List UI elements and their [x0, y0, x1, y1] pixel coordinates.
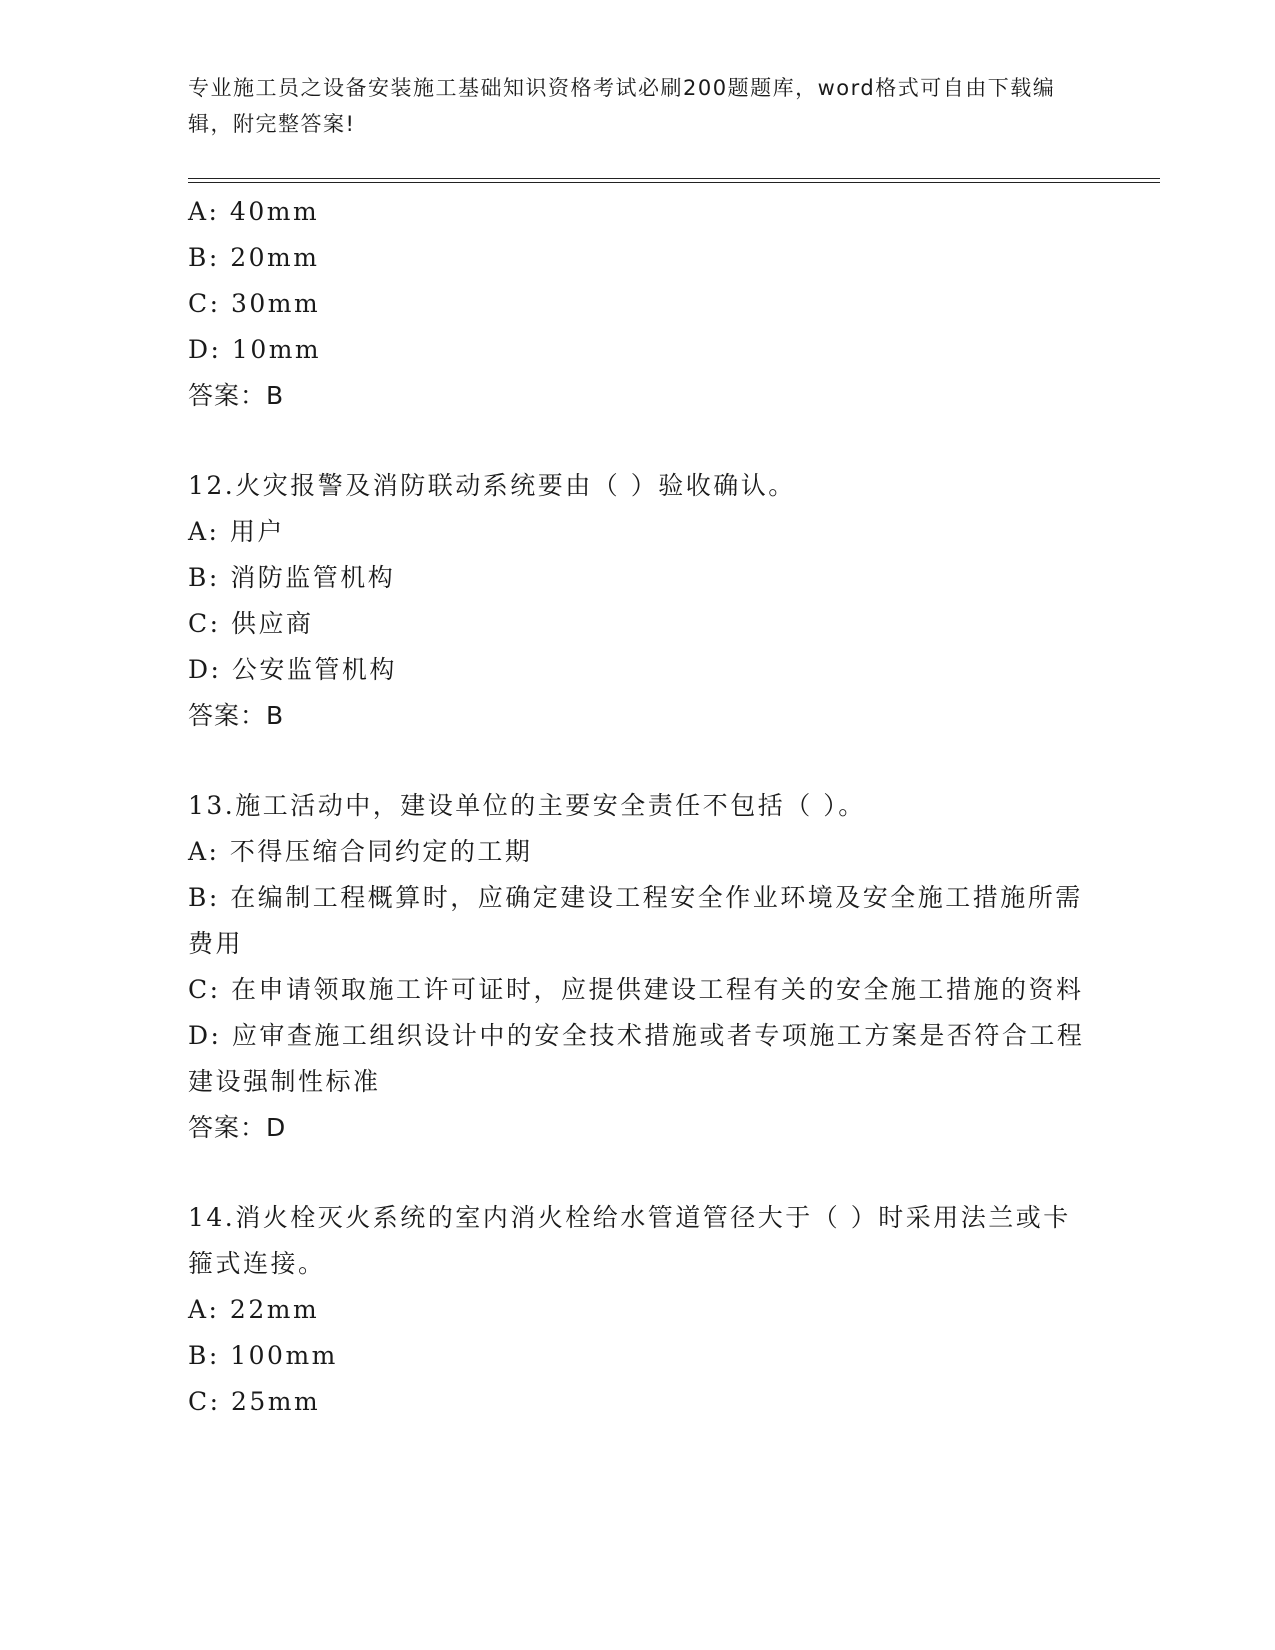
- question-12: [188, 463, 1088, 739]
- option-b: B: 在编制工程概算时，应确定建设工程安全作业环境及安全施工措施所需费用: [188, 883, 1083, 958]
- option-b: B: 100mm: [188, 1341, 338, 1370]
- option-d: D: 10mm: [188, 335, 322, 364]
- option-b: B: 消防监管机构: [188, 563, 396, 592]
- answer-line: 答案：B: [188, 381, 285, 410]
- spacer: [188, 739, 1088, 783]
- option-c: C: 25mm: [188, 1387, 321, 1416]
- option-a: A: 22mm: [188, 1295, 320, 1324]
- question-stem: 12.火灾报警及消防联动系统要由（ ）验收确认。: [188, 471, 796, 500]
- spacer: [188, 1151, 1088, 1195]
- option-a: A: 40mm: [188, 197, 320, 226]
- option-a: A: 不得压缩合同约定的工期: [188, 837, 533, 866]
- question-13: [188, 783, 1088, 1151]
- document-header: 专业施工员之设备安装施工基础知识资格考试必刷200题题库，word格式可自由下载编辑，附完整答案!: [188, 76, 1056, 136]
- question-fragment: [188, 189, 1088, 419]
- option-c: C: 供应商: [188, 609, 314, 638]
- question-list: [188, 189, 1088, 1425]
- question-stem: 13.施工活动中，建设单位的主要安全责任不包括（ ）。: [188, 791, 866, 820]
- answer-line: 答案：B: [188, 701, 285, 730]
- header-divider: [188, 178, 1160, 183]
- answer-line: 答案：D: [188, 1113, 287, 1142]
- option-b: B: 20mm: [188, 243, 320, 272]
- question-14: [188, 1195, 1088, 1425]
- option-c: C: 在申请领取施工许可证时，应提供建设工程有关的安全施工措施的资料: [188, 975, 1084, 1004]
- spacer: [188, 419, 1088, 463]
- question-stem: 14.消火栓灭火系统的室内消火栓给水管道管径大于（ ）时采用法兰或卡箍式连接。: [188, 1203, 1071, 1278]
- option-d: D: 应审查施工组织设计中的安全技术措施或者专项施工方案是否符合工程建设强制性标准: [188, 1021, 1085, 1096]
- option-a: A: 用户: [188, 517, 285, 546]
- option-c: C: 30mm: [188, 289, 321, 318]
- option-d: D: 公安监管机构: [188, 655, 397, 684]
